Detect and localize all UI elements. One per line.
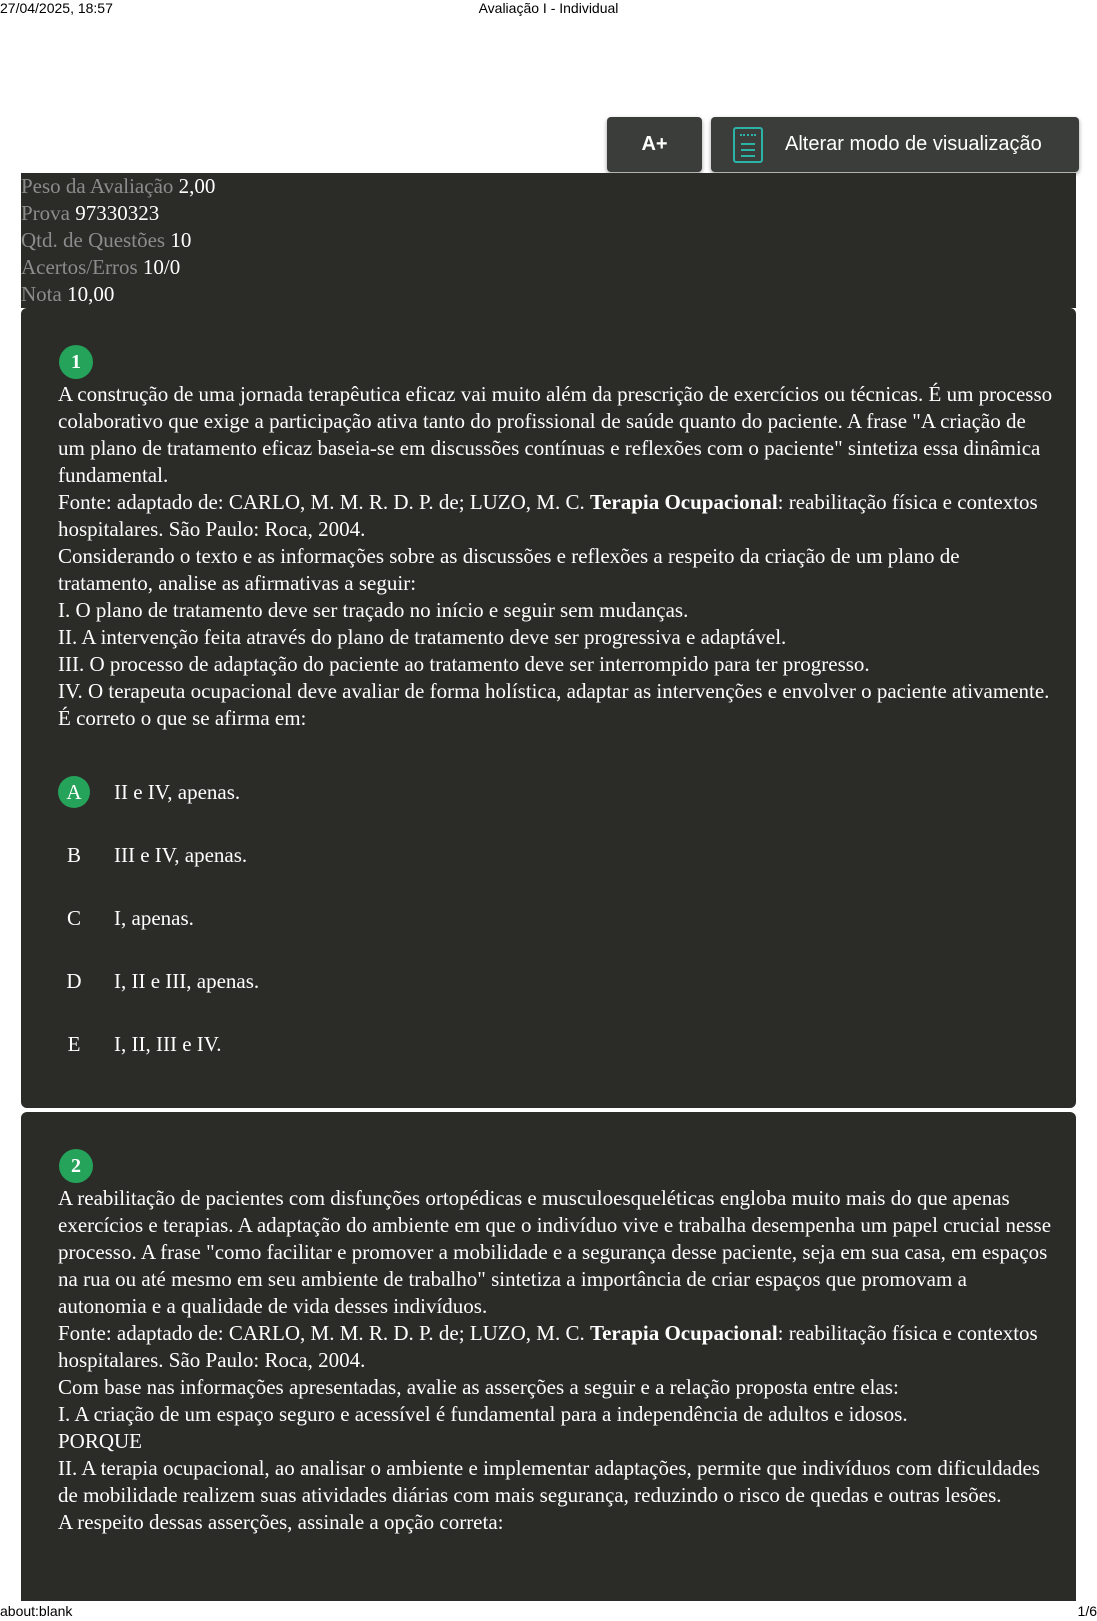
statement-iii: III. O processo de adaptação do paciente ao tratamento deve ser interrompido para ter progresso.: [58, 652, 870, 676]
assertion-i: I. A criação de um espaço seguro e acessível é fundamental para a independência de adultos e idosos.: [58, 1402, 908, 1426]
option-a[interactable]: [58, 776, 1056, 839]
print-footer: [0, 1601, 1097, 1621]
option-text: II e IV, apenas.: [114, 780, 241, 804]
info-grade: [21, 281, 1076, 308]
question-number-badge: 2: [59, 1149, 93, 1183]
question-prompt: É correto o que se afirma em:: [58, 706, 307, 730]
change-view-mode-label: Alterar modo de visualização: [785, 133, 1042, 155]
info-exam-id-label: Prova: [21, 201, 70, 225]
info-exam-id: [21, 200, 1076, 227]
option-d[interactable]: [58, 965, 1056, 1028]
print-url: about:blank: [0, 1603, 73, 1619]
question-text: [58, 1185, 1056, 1536]
statement-i: I. O plano de tratamento deve ser traçado no início e seguir sem mudanças.: [58, 598, 689, 622]
source-prefix: Fonte: adaptado de: CARLO, M. M. R. D. P. de; LUZO, M. C.: [58, 490, 590, 514]
info-exam-id-value: 97330323: [75, 201, 160, 225]
option-letter: B: [66, 842, 81, 867]
option-text: I, II, III e IV.: [114, 1032, 222, 1056]
info-question-count-label: Qtd. de Questões: [21, 228, 166, 252]
assertion-ii: II. A terapia ocupacional, ao analisar o ambiente e implementar adaptações, permite que indivíduos com dificuldades de mobilidade realizem suas atividades diárias com mais segurança, reduzindo o risco de quedas e outras lesões.: [58, 1456, 1040, 1507]
option-letter: E: [67, 1031, 81, 1056]
source-title: Terapia Ocupacional: [589, 1321, 778, 1345]
print-datetime: 27/04/2025, 18:57: [0, 0, 113, 16]
change-view-mode-button[interactable]: [711, 117, 1079, 172]
option-letter: D: [66, 968, 82, 993]
print-page-number: 1/6: [1077, 1603, 1097, 1619]
info-hits-misses-label: Acertos/Erros: [21, 255, 138, 279]
info-weight: [21, 173, 1076, 200]
info-weight-value: 2,00: [178, 174, 216, 198]
question-source: [58, 1320, 1056, 1374]
answer-options: [58, 776, 1056, 1091]
print-header: [0, 0, 1097, 20]
info-grade-label: Nota: [21, 282, 62, 306]
question-instruction: Com base nas informações apresentadas, avalie as asserções a seguir e a relação proposta entre elas:: [58, 1375, 899, 1399]
option-c[interactable]: [58, 902, 1056, 965]
print-title: Avaliação I - Individual: [478, 0, 619, 16]
option-e[interactable]: [58, 1028, 1056, 1091]
question-prompt: A respeito dessas asserções, assinale a opção correta:: [58, 1510, 504, 1534]
option-text: III e IV, apenas.: [114, 843, 248, 867]
increase-font-button[interactable]: A+: [607, 117, 702, 172]
question-card-1: [21, 308, 1076, 1108]
info-question-count: [21, 227, 1076, 254]
info-question-count-value: 10: [170, 228, 192, 252]
info-weight-label: Peso da Avaliação: [21, 174, 174, 198]
option-text: I, apenas.: [114, 906, 194, 930]
question-instruction: Considerando o texto e as informações sobre as discussões e reflexões a respeito da criação de um plano de tratamento, analise as afirmativas a seguir:: [58, 544, 960, 595]
option-letter: C: [66, 905, 81, 930]
option-text: I, II e III, apenas.: [114, 969, 260, 993]
document-view-icon: [733, 127, 763, 163]
assertion-connector: PORQUE: [58, 1429, 143, 1453]
info-hits-misses: [21, 254, 1076, 281]
statement-iv: IV. O terapeuta ocupacional deve avaliar de forma holística, adaptar as intervenções e envolver o paciente ativamente.: [58, 679, 1050, 703]
source-prefix: Fonte: adaptado de: CARLO, M. M. R. D. P. de; LUZO, M. C.: [58, 1321, 590, 1345]
source-suffix: : reabilitação física e contextos hospitalares. São Paulo: Roca, 2004.: [58, 1321, 1038, 1372]
source-suffix: : reabilitação física e contextos hospitalares. São Paulo: Roca, 2004.: [58, 490, 1038, 541]
source-title: Terapia Ocupacional: [589, 490, 778, 514]
option-b[interactable]: [58, 839, 1056, 902]
info-grade-value: 10,00: [67, 282, 115, 306]
info-hits-misses-value: 10/0: [142, 255, 181, 279]
exam-info-panel: [21, 173, 1076, 308]
option-letter: A: [58, 776, 90, 808]
question-card-2: [21, 1112, 1076, 1601]
question-statement: A reabilitação de pacientes com disfunções ortopédicas e musculoesqueléticas engloba muito mais do que apenas exercícios e terapias. A adaptação do ambiente em que o indivíduo vive e trabalha desempenha um papel crucial nesse processo. A frase "como facilitar e promover a mobilidade e a segurança desse paciente, seja em sua casa, em espaços na rua ou até mesmo em seu ambiente de trabalho" sintetiza a importância de criar espaços que promovam a autonomia e a qualidade de vida desses indivíduos.: [58, 1186, 1052, 1318]
question-statement: A construção de uma jornada terapêutica eficaz vai muito além da prescrição de exercícios ou técnicas. É um processo colaborativo que exige a participação ativa tanto do profissional de saúde quanto do paciente. A frase "A criação de um plano de tratamento eficaz baseia-se em discussões contínuas e reflexões com o paciente" sintetiza essa dinâmica fundamental.: [58, 382, 1053, 487]
statement-ii: II. A intervenção feita através do plano de tratamento deve ser progressiva e adaptável.: [58, 625, 787, 649]
question-source: [58, 489, 1056, 543]
question-number-badge: 1: [59, 345, 93, 379]
question-text: [58, 381, 1056, 732]
